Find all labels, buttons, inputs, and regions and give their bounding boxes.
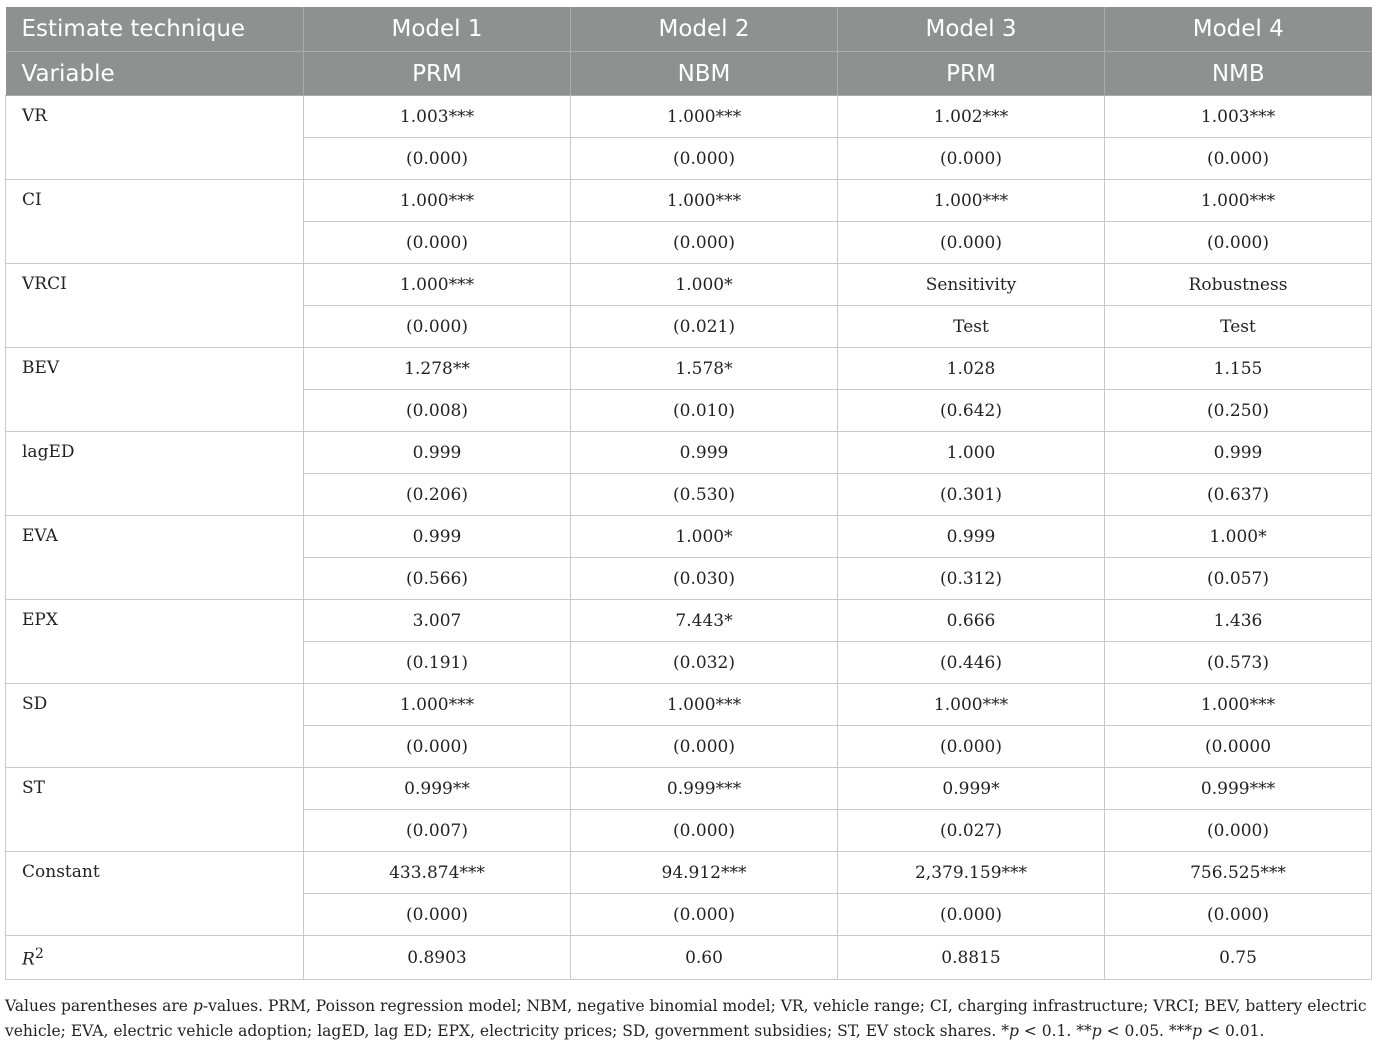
pvalue-cell: Test <box>1105 306 1372 348</box>
results-table-container <box>5 7 1370 980</box>
pvalue-cell: (0.000) <box>304 726 571 768</box>
estimate-cell: 0.999 <box>304 432 571 474</box>
r-squared-symbol: R <box>22 949 35 970</box>
variable-label: lagED <box>6 432 304 516</box>
variable-label: CI <box>6 180 304 264</box>
estimate-cell: 1.000* <box>1105 516 1372 558</box>
header-model-2: Model 2 <box>571 7 838 52</box>
variable-label: VR <box>6 96 304 180</box>
pvalue-cell: (0.000) <box>838 726 1105 768</box>
estimate-cell: 1.578* <box>571 348 838 390</box>
table-row <box>6 600 1372 642</box>
pvalue-cell: (0.312) <box>838 558 1105 600</box>
pvalue-cell: (0.000) <box>1105 810 1372 852</box>
estimate-cell: 1.002*** <box>838 96 1105 138</box>
estimate-cell: Sensitivity <box>838 264 1105 306</box>
estimate-cell: 1.000* <box>571 516 838 558</box>
table-header <box>6 7 1372 96</box>
header-technique-2: NBM <box>571 52 838 96</box>
estimate-cell: 756.525*** <box>1105 852 1372 894</box>
table-row <box>6 768 1372 810</box>
pvalue-cell: (0.446) <box>838 642 1105 684</box>
estimate-cell: 0.999 <box>304 516 571 558</box>
header-model-3: Model 3 <box>838 7 1105 52</box>
estimate-cell: 1.000* <box>571 264 838 306</box>
pvalue-cell: Test <box>838 306 1105 348</box>
footnote-text-e: < 0.01. <box>1202 1022 1265 1040</box>
table-row-r-squared <box>6 936 1372 980</box>
pvalue-cell: (0.000) <box>838 138 1105 180</box>
footnote-p-4: p <box>1192 1022 1203 1040</box>
table-row <box>6 96 1372 138</box>
estimate-cell: 0.999** <box>304 768 571 810</box>
estimate-cell: 1.000*** <box>571 96 838 138</box>
variable-label: EPX <box>6 600 304 684</box>
table-row <box>6 432 1372 474</box>
header-row-techniques <box>6 52 1372 96</box>
pvalue-cell: (0.000) <box>571 138 838 180</box>
pvalue-cell: (0.530) <box>571 474 838 516</box>
pvalue-cell: (0.000) <box>304 306 571 348</box>
estimate-cell: 0.999* <box>838 768 1105 810</box>
footnote-text-c: < 0.1. ** <box>1018 1022 1092 1040</box>
pvalue-cell: (0.057) <box>1105 558 1372 600</box>
pvalue-cell: (0.0000 <box>1105 726 1372 768</box>
estimate-cell: 1.000*** <box>304 684 571 726</box>
estimate-cell: 1.000*** <box>838 684 1105 726</box>
footnote-text-b: -values. PRM, Poisson regression model; NBM, negative binomial model; VR, vehicle range; CI, charging infrastructure; VRCI; BEV, battery electric vehicle; EVA, electric vehicle adoption; lagED, lag ED; EPX, electricity prices; SD, government subsidies; ST, EV stock shares. * <box>5 997 1367 1040</box>
pvalue-cell: (0.637) <box>1105 474 1372 516</box>
r-squared-value: 0.8815 <box>838 936 1105 980</box>
header-estimate-technique: Estimate technique <box>6 7 304 52</box>
pvalue-cell: (0.000) <box>1105 138 1372 180</box>
estimate-cell: 0.999*** <box>1105 768 1372 810</box>
variable-label: Constant <box>6 852 304 936</box>
pvalue-cell: (0.010) <box>571 390 838 432</box>
estimate-cell: 2,379.159*** <box>838 852 1105 894</box>
estimate-cell: 1.436 <box>1105 600 1372 642</box>
estimate-cell: 1.000*** <box>838 180 1105 222</box>
estimate-cell: 94.912*** <box>571 852 838 894</box>
regression-results-table <box>5 7 1372 980</box>
estimate-cell: 1.028 <box>838 348 1105 390</box>
pvalue-cell: (0.250) <box>1105 390 1372 432</box>
r-squared-value: 0.60 <box>571 936 838 980</box>
pvalue-cell: (0.000) <box>571 726 838 768</box>
pvalue-cell: (0.032) <box>571 642 838 684</box>
r-squared-value: 0.75 <box>1105 936 1372 980</box>
pvalue-cell: (0.642) <box>838 390 1105 432</box>
pvalue-cell: (0.000) <box>571 894 838 936</box>
estimate-cell: 0.999 <box>838 516 1105 558</box>
r-squared-label <box>6 936 304 980</box>
footnote-text-d: < 0.05. *** <box>1101 1022 1193 1040</box>
table-row <box>6 852 1372 894</box>
r-squared-value: 0.8903 <box>304 936 571 980</box>
table-row <box>6 516 1372 558</box>
estimate-cell: 1.000*** <box>571 684 838 726</box>
estimate-cell: 1.000 <box>838 432 1105 474</box>
estimate-cell: 1.000*** <box>304 180 571 222</box>
variable-label: SD <box>6 684 304 768</box>
pvalue-cell: (0.566) <box>304 558 571 600</box>
pvalue-cell: (0.301) <box>838 474 1105 516</box>
footnote-p-3: p <box>1091 1022 1102 1040</box>
table-row <box>6 264 1372 306</box>
footnote-p-1: p <box>192 997 203 1015</box>
estimate-cell: 7.443* <box>571 600 838 642</box>
pvalue-cell: (0.000) <box>838 894 1105 936</box>
pvalue-cell: (0.000) <box>304 138 571 180</box>
pvalue-cell: (0.000) <box>1105 894 1372 936</box>
estimate-cell: 1.000*** <box>1105 684 1372 726</box>
header-model-1: Model 1 <box>304 7 571 52</box>
pvalue-cell: (0.030) <box>571 558 838 600</box>
pvalue-cell: (0.007) <box>304 810 571 852</box>
estimate-cell: 3.007 <box>304 600 571 642</box>
estimate-cell: 1.155 <box>1105 348 1372 390</box>
table-row <box>6 684 1372 726</box>
estimate-cell: Robustness <box>1105 264 1372 306</box>
estimate-cell: 1.000*** <box>571 180 838 222</box>
pvalue-cell: (0.000) <box>304 222 571 264</box>
header-model-4: Model 4 <box>1105 7 1372 52</box>
estimate-cell: 1.000*** <box>1105 180 1372 222</box>
pvalue-cell: (0.000) <box>571 810 838 852</box>
estimate-cell: 1.003*** <box>304 96 571 138</box>
footnote-text-a: Values parentheses are <box>5 997 193 1015</box>
header-variable: Variable <box>6 52 304 96</box>
variable-label: ST <box>6 768 304 852</box>
header-technique-4: NMB <box>1105 52 1372 96</box>
header-technique-1: PRM <box>304 52 571 96</box>
variable-label: EVA <box>6 516 304 600</box>
r-squared-superscript: 2 <box>34 945 44 962</box>
header-row-models <box>6 7 1372 52</box>
estimate-cell: 0.666 <box>838 600 1105 642</box>
pvalue-cell: (0.000) <box>1105 222 1372 264</box>
table-row <box>6 180 1372 222</box>
pvalue-cell: (0.008) <box>304 390 571 432</box>
pvalue-cell: (0.206) <box>304 474 571 516</box>
estimate-cell: 0.999 <box>1105 432 1372 474</box>
table-body <box>6 96 1372 980</box>
header-technique-3: PRM <box>838 52 1105 96</box>
footnote-p-2: p <box>1008 1022 1019 1040</box>
estimate-cell: 1.003*** <box>1105 96 1372 138</box>
pvalue-cell: (0.000) <box>571 222 838 264</box>
pvalue-cell: (0.191) <box>304 642 571 684</box>
estimate-cell: 433.874*** <box>304 852 571 894</box>
pvalue-cell: (0.027) <box>838 810 1105 852</box>
variable-label: VRCI <box>6 264 304 348</box>
table-footnote <box>5 994 1375 1044</box>
table-row <box>6 348 1372 390</box>
estimate-cell: 0.999*** <box>571 768 838 810</box>
estimate-cell: 1.000*** <box>304 264 571 306</box>
pvalue-cell: (0.021) <box>571 306 838 348</box>
pvalue-cell: (0.000) <box>838 222 1105 264</box>
pvalue-cell: (0.000) <box>304 894 571 936</box>
estimate-cell: 0.999 <box>571 432 838 474</box>
variable-label: BEV <box>6 348 304 432</box>
pvalue-cell: (0.573) <box>1105 642 1372 684</box>
estimate-cell: 1.278** <box>304 348 571 390</box>
